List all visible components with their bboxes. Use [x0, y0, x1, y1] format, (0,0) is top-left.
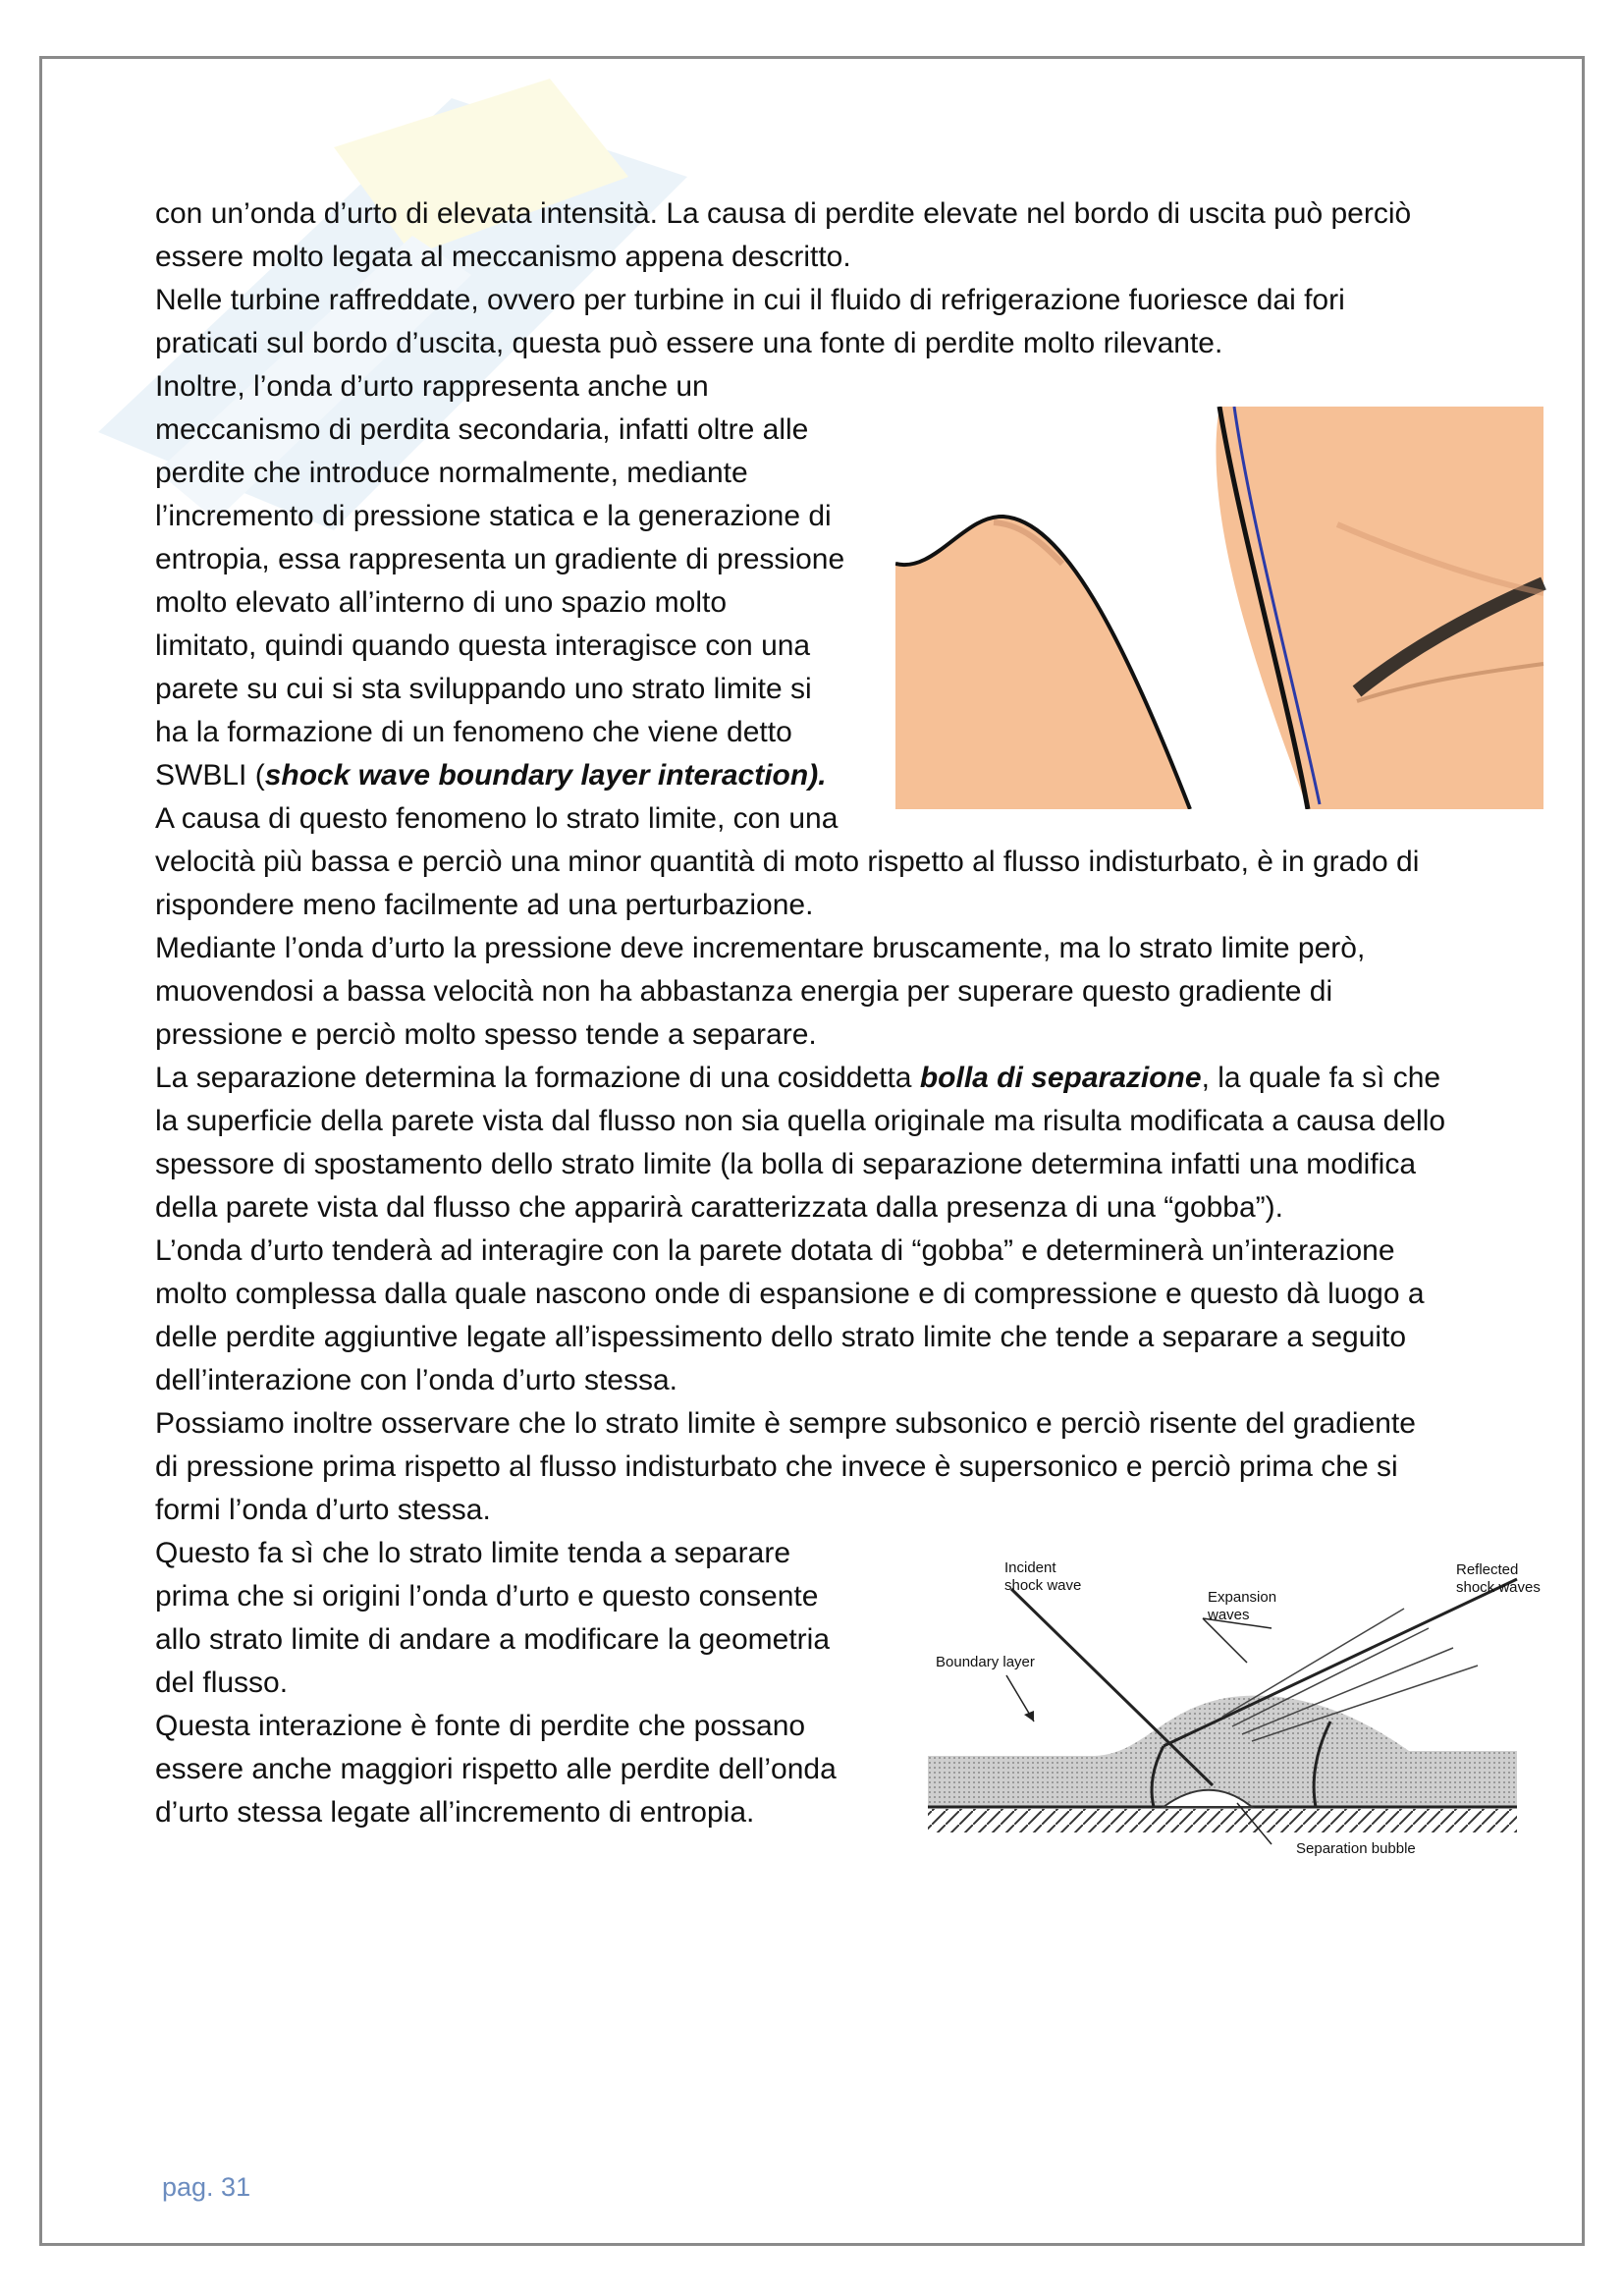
label-line: shock waves	[1456, 1579, 1541, 1596]
text-line: Possiamo inoltre osservare che lo strato limite è sempre subsonico e perciò risente del gradiente	[155, 1407, 1416, 1440]
label-incident-shock	[1004, 1559, 1081, 1595]
text-line: formi l’onda d’urto stessa.	[155, 1494, 491, 1526]
text-line: Questo fa sì che lo strato limite tenda a separare	[155, 1537, 791, 1569]
shock-wave-flow-image	[895, 407, 1563, 809]
text-span: SWBLI (	[155, 759, 265, 792]
label-line: waves	[1208, 1607, 1250, 1623]
label-boundary-layer: Boundary layer	[936, 1654, 1035, 1670]
text-line: limitato, quindi quando questa interagisce con una	[155, 629, 811, 662]
label-reflected-shocks	[1456, 1561, 1541, 1597]
text-line: parete su cui si sta sviluppando uno strato limite si	[155, 673, 812, 705]
label-line: Reflected	[1456, 1561, 1519, 1578]
text-line: velocità più bassa e perciò una minor quantità di moto rispetto al flusso indisturbato, è in grado di	[155, 846, 1420, 878]
text-line: pressione e perciò molto spesso tende a separare.	[155, 1018, 817, 1051]
text-line: d’urto stessa legate all’incremento di entropia.	[155, 1796, 755, 1829]
text-line: Nelle turbine raffreddate, ovvero per turbine in cui il fluido di refrigerazione fuoriesce dai fori	[155, 284, 1345, 316]
text-line: dell’interazione con l’onda d’urto stessa.	[155, 1364, 677, 1396]
label-separation-bubble: Separation bubble	[1296, 1840, 1416, 1857]
text-line: delle perdite aggiuntive legate all’ispessimento dello strato limite che tende a separare a seguito	[155, 1321, 1407, 1353]
text-line	[155, 1057, 1490, 1100]
text-line: essere anche maggiori rispetto alle perdite dell’onda	[155, 1753, 837, 1785]
text-line: con un’onda d’urto di elevata intensità. La causa di perdite elevate nel bordo di uscita può perciò	[155, 197, 1412, 230]
text-line: Questa interazione è fonte di perdite che possano	[155, 1710, 806, 1742]
text-line: praticati sul bordo d’uscita, questa può essere una fonte di perdite molto rilevante.	[155, 327, 1223, 359]
label-line: Incident	[1004, 1559, 1056, 1576]
text-line: A causa di questo fenomeno lo strato limite, con una	[155, 802, 839, 835]
text-line: entropia, essa rappresenta un gradiente di pressione	[155, 543, 845, 575]
text-line: Inoltre, l’onda d’urto rappresenta anche un	[155, 370, 709, 403]
text-span: , la quale fa sì che	[1201, 1062, 1441, 1094]
text-line	[155, 754, 882, 797]
text-line: molto complessa dalla quale nascono onde di espansione e di compressione e questo dà luogo a	[155, 1278, 1425, 1310]
text-line: ha la formazione di un fenomeno che viene detto	[155, 716, 792, 748]
label-line: Expansion	[1208, 1589, 1277, 1606]
text-line: molto elevato all’interno di uno spazio molto	[155, 586, 727, 619]
text-line: prima che si origini l’onda d’urto e questo consente	[155, 1580, 819, 1613]
text-line: allo strato limite di andare a modificare la geometria	[155, 1623, 830, 1656]
text-line: del flusso.	[155, 1667, 289, 1699]
text-line: Mediante l’onda d’urto la pressione deve incrementare bruscamente, ma lo strato limite però,	[155, 932, 1366, 964]
emphasis-term: shock wave boundary layer interaction).	[264, 759, 827, 792]
text-line: perdite che introduce normalmente, mediante	[155, 457, 748, 489]
text-line: muovendosi a bassa velocità non ha abbastanza energia per superare questo gradiente di	[155, 975, 1333, 1008]
label-expansion-waves	[1208, 1589, 1276, 1624]
label-line: shock wave	[1004, 1577, 1082, 1594]
text-line: della parete vista dal flusso che apparirà caratterizzata dalla presenza di una “gobba”).	[155, 1191, 1283, 1224]
text-line: di pressione prima rispetto al flusso indisturbato che invece è supersonico e perciò prima che si	[155, 1450, 1398, 1483]
emphasis-term: bolla di separazione	[919, 1062, 1202, 1094]
text-line: essere molto legata al meccanismo appena descritto.	[155, 241, 851, 273]
swbli-diagram	[918, 1550, 1556, 1864]
text-line: meccanismo di perdita secondaria, infatti oltre alle	[155, 413, 809, 446]
text-line: rispondere meno facilmente ad una perturbazione.	[155, 889, 814, 921]
text-line: la superficie della parete vista dal flusso non sia quella originale ma risulta modificata a causa dello	[155, 1105, 1446, 1137]
text-line: L’onda d’urto tenderà ad interagire con la parete dotata di “gobba” e determinerà un’interazione	[155, 1234, 1395, 1267]
text-line: spessore di spostamento dello strato limite (la bolla di separazione determina infatti una modifica	[155, 1148, 1417, 1180]
text-line: l’incremento di pressione statica e la generazione di	[155, 500, 832, 532]
text-span: La separazione determina la formazione di una cosiddetta	[155, 1062, 920, 1094]
page-number: pag. 31	[162, 2172, 251, 2202]
